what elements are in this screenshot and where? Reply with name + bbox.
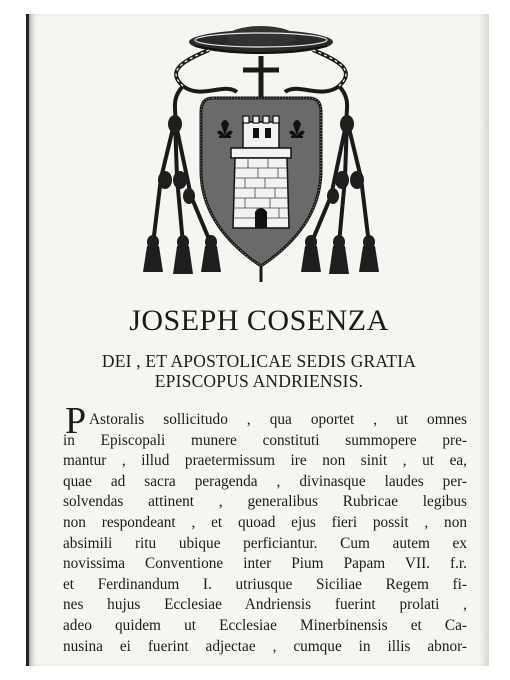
subtitle-line-2: EPISCOPUS ANDRIENSIS. [154,371,364,391]
pastoral-letter-body [63,400,467,657]
text-line: nusina ei fuerint adjectae , cumque in illis abnor- [63,637,467,655]
galero-hat-icon [189,26,333,54]
drop-cap: P [65,400,87,442]
text-line: non respondeant , et quoad ejus fieri possit , non [63,513,467,531]
text-line: nes hujus Ecclesiae Andriensis fuerint prolati , [63,596,467,614]
bishop-name-heading: JOSEPH COSENZA [129,304,389,337]
subtitle-line-1: DEI , ET APOSTOLICAE SEDIS GRATIA [101,351,417,371]
bishop-title [29,351,489,391]
text-line: novissima Conventione inter Pium Papam VII. f.r. [63,555,467,573]
text-line: Astoralis sollicitudo , qua oportet , ut omnes [89,411,467,428]
text-line: in Episcopali munere constituti summopere pre- [63,431,467,449]
text-line: mantur , illud praetermissum ire non sinit , ut ea, [63,452,467,470]
text-line: absimili ritu ubique perficiantur. Cum autem ex [63,534,467,552]
text-line: adeo quidem ut Ecclesiae Minerbinensis et Ca- [63,616,467,634]
text-line: quae ad sacra peragenda , divinasque laudes per- [63,472,467,490]
page-fold-shadow [479,14,489,666]
coat-of-arms-emblem [125,20,397,288]
text-line: solvendas attinent , generalibus Rubricae legibus [63,493,467,511]
text-line: et Ferdinandum I. utriusque Siciliae Regem fi- [63,575,467,593]
document-page [26,14,489,666]
